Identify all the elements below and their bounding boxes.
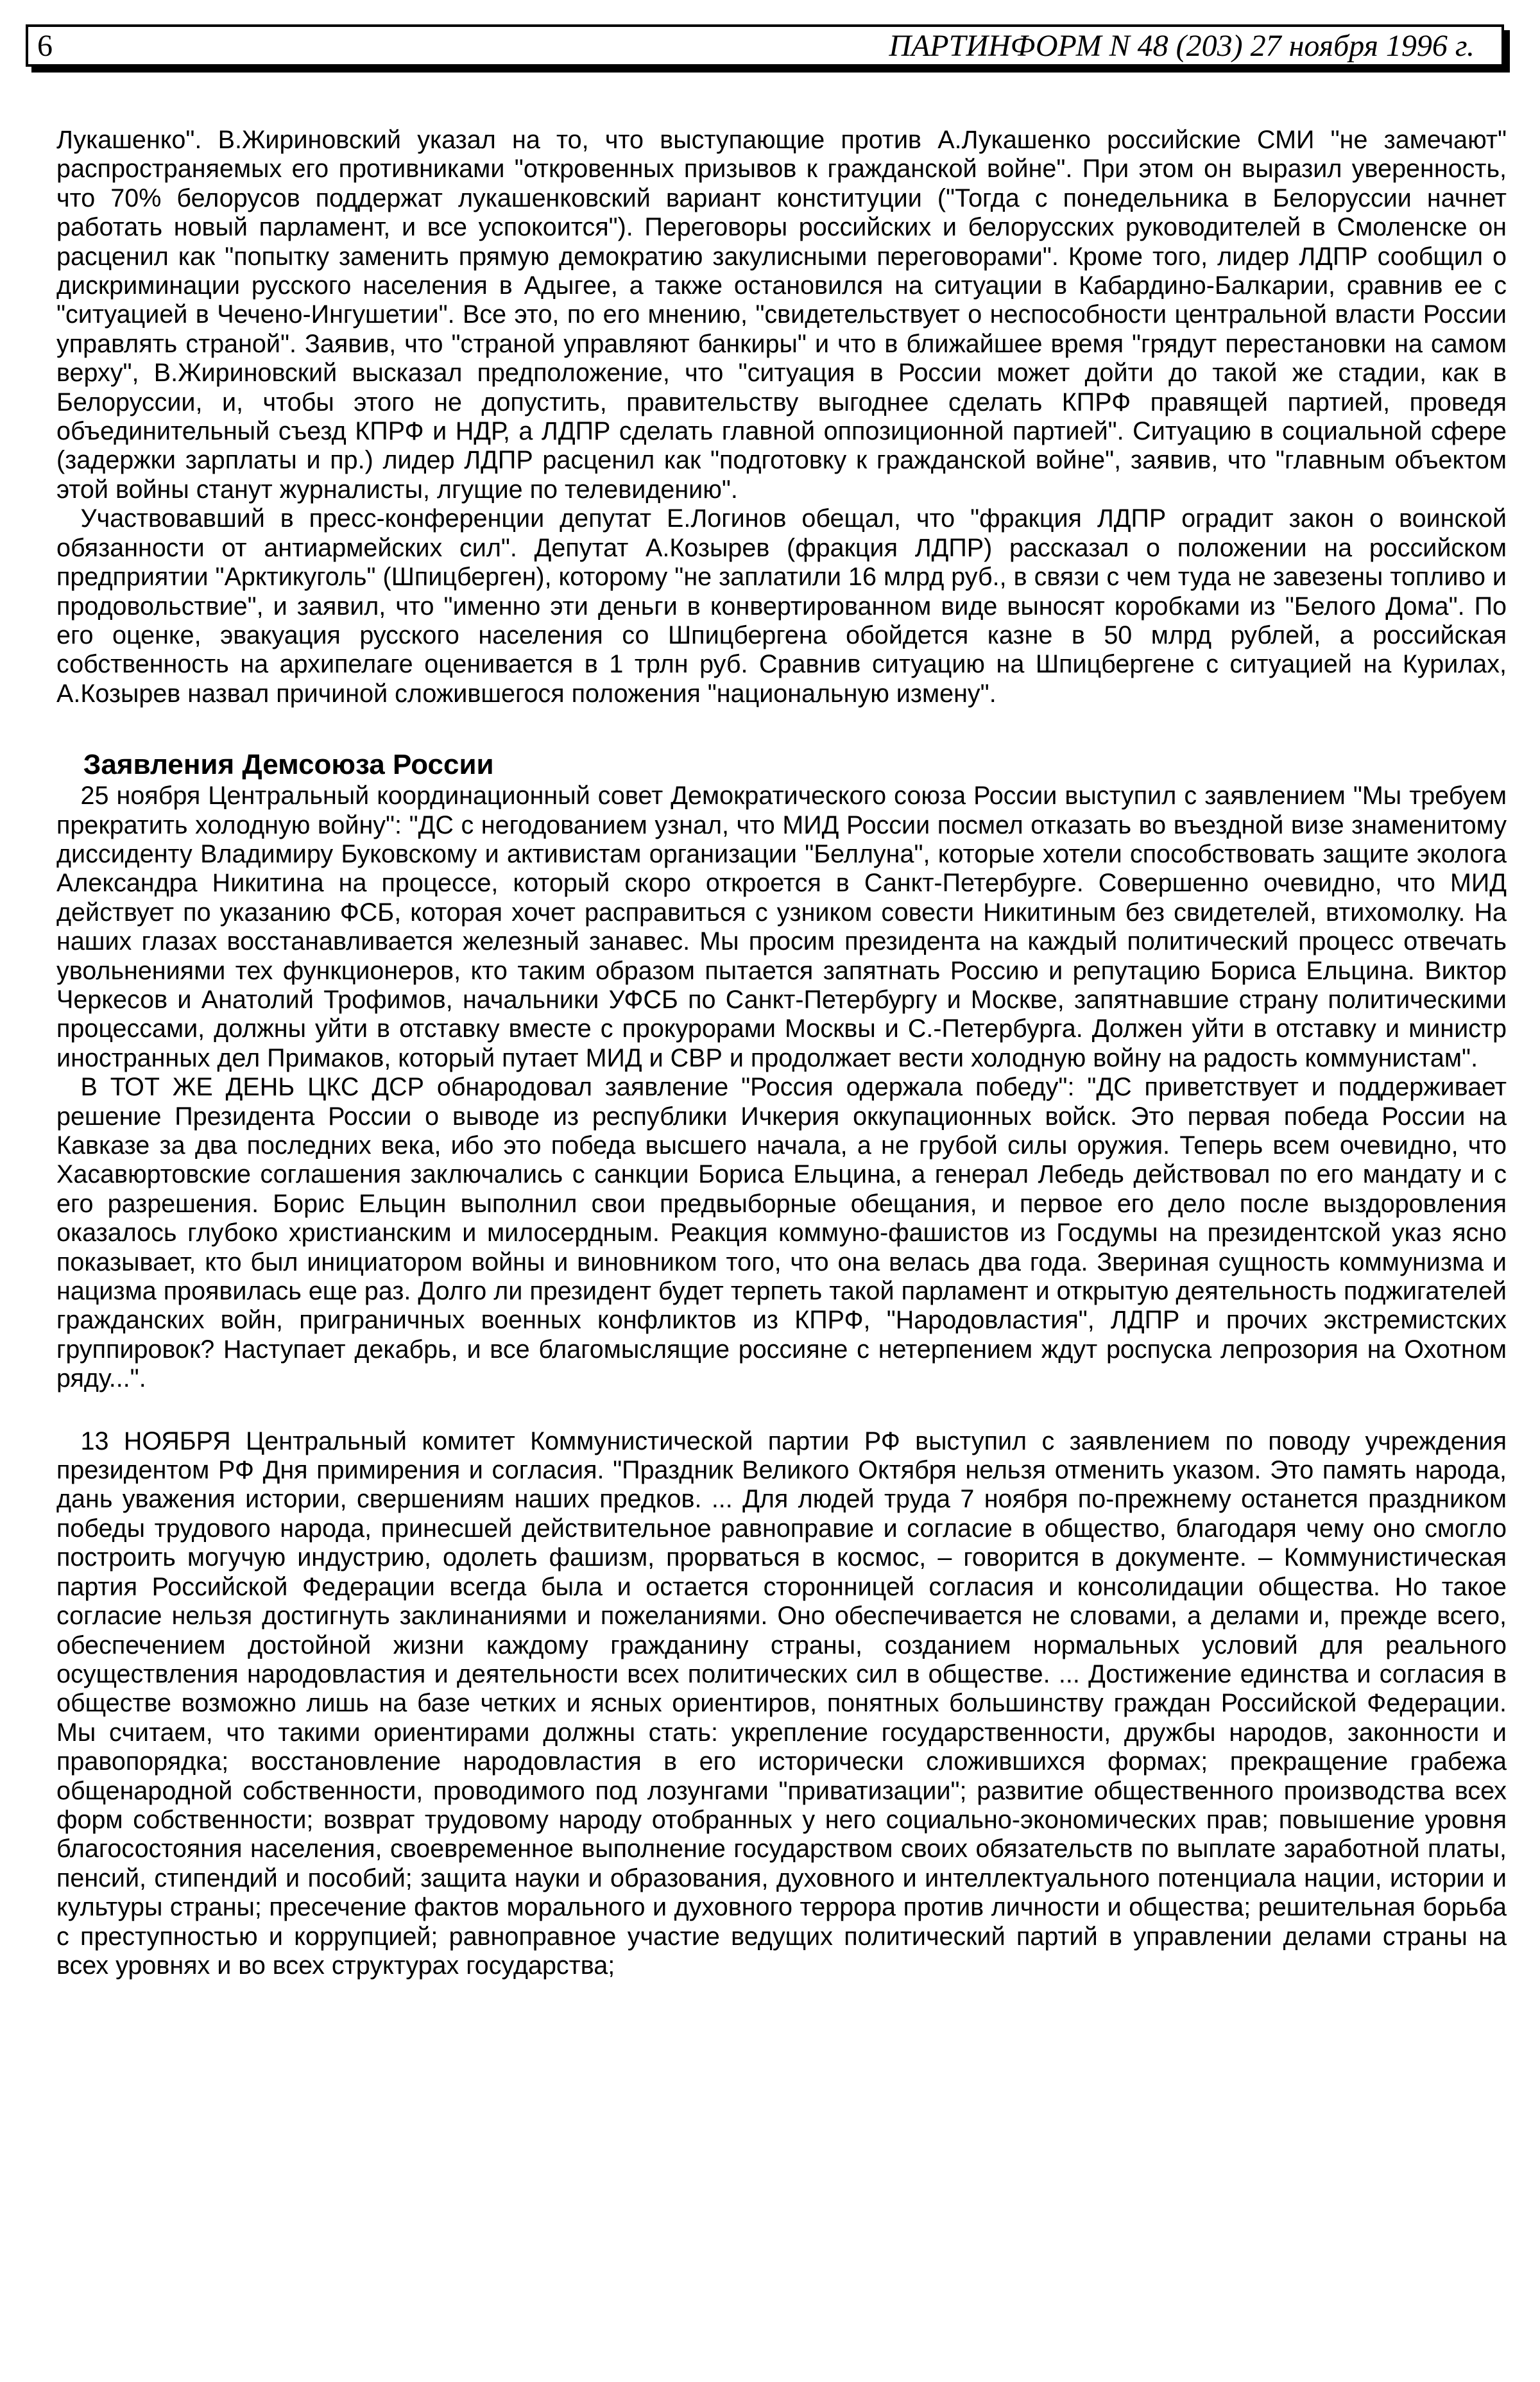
paragraph: 25 ноября Центральный координационный совет Демократического союза России выступил с заявлением "Мы требуем прекратить холодную войну": "ДС с негодованием узнал, что МИД России посмел отказать во въездной визе знаменитому диссиденту Владимиру Буковскому и активистам организации "Беллуна", которые хотели способствовать защите эколога Александра Никитина на процессе, который скоро откроется в Санкт-Петербурге. Совершенно очевидно, что МИД действует по указанию ФСБ, которая хочет расправиться с узником совести Никитиным без свидетелей, втихомолку. На наших глазах восстанавливается железный занавес. Мы просим президента на каждый политический процесс отвечать увольнениями тех функционеров, кто таким образом пытается запятнать Россию и репутацию Бориса Ельцина. Виктор Черкесов и Анатолий Трофимов, начальники УФСБ по Санкт-Петербургу и Москве, запятнавшие страну политическими процессами, должны уйти в отставку вместе с прокурорами Москвы и С.-Петербурга. Должен уйти в отставку и министр иностранных дел Примаков, который путает МИД и СВР и продолжает вести холодную войну на радость коммунистам". [56,782,1507,1072]
paragraph: 13 НОЯБРЯ Центральный комитет Коммунистической партии РФ выступил с заявлением по поводу учреждения президентом РФ Дня примирения и согласия. "Праздник Великого Октября нельзя отменить указом. Это память народа, дань уважения истории, свершениям наших предков. ... Для людей труда 7 ноября по-прежнему останется праздником победы трудового народа, принесшей действительное равноправие и согласие в общество, благодаря чему оно смогло построить могучую индустрию, одолеть фашизм, прорваться в космос, – говорится в документе. – Коммунистическая партия Российской Федерации всегда была и остается сторонницей согласия и консолидации общества. Но такое согласие нельзя достигнуть заклинаниями и пожеланиями. Оно обеспечивается не словами, а делами и, прежде всего, обеспечением достойной жизни каждому гражданину страны, созданием нормальных условий для реального осуществления народовластия и деятельности всех политических сил в обществе. ... Достижение единства и согласия в обществе возможно лишь на базе четких и ясных ориентиров, понятных большинству граждан Российской Федерации. Мы считаем, что такими ориентирами должны стать: укрепление государственности, дружбы народов, законности и правопорядка; восстановление народовластия в его исторически сложившихся формах; прекращение грабежа общенародной собственности, проводимого под лозунгами "приватизации"; развитие общественного производства всех форм собственности; возврат трудовому народу отобранных у него социально-экономических прав; повышение уровня благосостояния населения, своевременное выполнение государством своих обязательств по выплате заработной платы, пенсий, стипендий и пособий; защита науки и образования, духовного и интеллектуального потенциала нации, истории и культуры страны; пресечение фактов морального и духовного террора против личности и общества; решительная борьба с преступностью и коррупцией; равноправное участие ведущих политический партий в управлении делами страны на всех уровнях и во всех структурах государства; [56,1427,1507,1980]
section-heading: Заявления Демсоюза России [83,749,494,781]
publication-title: ПАРТИНФОРМ N 48 (203) 27 ноября 1996 г. [889,28,1475,63]
page-header [26,24,1504,67]
paragraph: Участвовавший в пресс-конференции депутат Е.Логинов обещал, что "фракция ЛДПР оградит закон о воинской обязанности от антиармейских сил". Депутат А.Козырев (фракция ЛДПР) рассказал о положении на российском предприятии "Арктикуголь" (Шпицберген), которому "не заплатили 16 млрд руб., в связи с чем туда не завезены топливо и продовольствие", и заявил, что "именно эти деньги в конвертированном виде выносят коробками из "Белого Дома". По его оценке, эвакуация русского населения со Шпицбергена обойдется казне в 50 млрд рублей, а российская собственность на архипелаге оценивается в 1 трлн руб. Сравнив ситуацию на Шпицбергене с ситуацией на Курилах, А.Козырев назвал причиной сложившегося положения "национальную измену". [56,504,1507,708]
paragraph-spacer [56,1394,1507,1427]
page-number: 6 [37,28,53,63]
paragraph: Лукашенко". В.Жириновский указал на то, что выступающие против А.Лукашенко российские СМИ "не замечают" распространяемых его противниками "откровенных призывов к гражданской войне". При этом он выразил уверенность, что 70% белорусов поддержат лукашенковский вариант конституции ("Тогда с понедельника в Белоруссии начнет работать новый парламент, и все успокоится"). Переговоры российских и белорусских руководителей в Смоленске он расценил как "попытку заменить прямую демократию закулисными переговорами". Кроме того, лидер ЛДПР сообщил о дискриминации русского населения в Адыгее, а также остановился на ситуации в Кабардино-Балкарии, сравнив ее с "ситуацией в Чечено-Ингушетии". Все это, по его мнению, "свидетельствует о неспособности центральной власти России управлять страной". Заявив, что "страной управляют банкиры" и что в ближайшее время "грядут перестановки на самом верху", В.Жириновский высказал предположение, что "ситуация в России может дойти до такой же стадии, как в Белоруссии, и, чтобы этого не допустить, правительству выгоднее сделать КПРФ правящей партией, проведя объединительный съезд КПРФ и НДР, а ЛДПР сделать главной оппозиционной партией". Ситуацию в социальной сфере (задержки зарплаты и пр.) лидер ЛДПР расценил как "подготовку к гражданской войне", заявив, что "главным объектом этой войны станут журналисты, лгущие по телевидению". [56,126,1507,504]
paragraph: В ТОТ ЖЕ ДЕНЬ ЦКС ДСР обнародовал заявление "Россия одержала победу": "ДС приветствует и поддерживает решение Президента России о выводе из республики Ичкерия оккупационных войск. Это первая победа России на Кавказе за два последних века, ибо это победа высшего начала, а не грубой силы оружия. Теперь всем очевидно, что Хасавюртовские соглашения заключались с санкции Бориса Ельцина, а генерал Лебедь действовал по его мандату и с его разрешения. Борис Ельцин выполнил свои предвыборные обещания, и первое его дело после выздоровления оказалось глубоко христианским и милосердным. Реакция коммуно-фашистов из Госдумы на президентской указ ясно показывает, кто был инициатором войны и виновником того, что она велась два года. Звериная сущность коммунизма и нацизма проявилась еще раз. Долго ли президент будет терпеть такой парламент и открытую деятельность поджигателей гражданских войн, приграничных военных конфликтов из КПРФ, "Народовластия", ЛДПР и прочих экстремистских группировок? Наступает декабрь, и все благомыслящие россияне с нетерпением ждут роспуска лепрозория на Охотном ряду...". [56,1073,1507,1393]
article-body [56,126,1507,1980]
